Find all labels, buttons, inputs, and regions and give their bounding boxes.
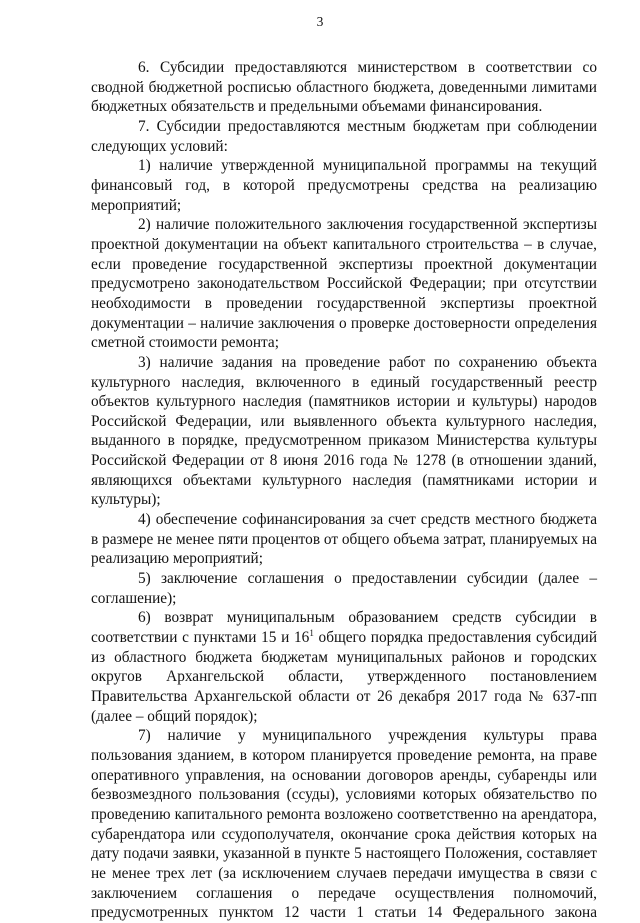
condition-5: 5) заключение соглашения о предоставлении субсидии (далее – соглашение); bbox=[91, 570, 597, 607]
condition-6-text-end: общего порядка предоставления субсидий из областного бюджета бюджетам муниципальных районов и городских округов Архангельской области, утвержденного постановлением Правительства Архангельской области от 26 декабря 2017 года № 637-пп (далее – общий порядок); bbox=[91, 629, 598, 725]
paragraph-6: 6. Субсидии предоставляются министерством в соответствии со сводной бюджетной росписью областного бюджета, доведенными лимитами бюджетных обязательств и предельными объемами финансирования. bbox=[91, 59, 597, 116]
condition-3: 3) наличие задания на проведение работ по сохранению объекта культурного наследия, включенного в единый государственный реестр объектов культурного наследия (памятников истории и культуры) народов Российской Федерации, или выявленного объекта культурного наследия, выданного в порядке, предусмотренном приказом Министерства культуры Российской Федерации от 8 июня 2016 года № 1278 (в отношении зданий, являющихся объектами культурного наследия (памятниками истории и культуры); bbox=[91, 353, 597, 509]
condition-7: 7) наличие у муниципального учреждения культуры права пользования зданием, в котором планируется проведение ремонта, на праве оперативного управления, на основании договоров аренды, субаренды или безвозмездного пользования (ссуды), условиями которых обязательство по проведению капитального ремонта возложено соответственно на арендатора, субарендатора или ссудополучателя, окончание срока действия которых на дату подачи заявки, указанной в пункте 5 настоящего Положения, составляет не менее трех лет (за исключением случаев передачи имущества в связи с заключением соглашения о передаче осуществления полномочий, предусмотренных пунктом 12 части 1 статьи 14 Федерального закона bbox=[91, 727, 597, 922]
condition-2: 2) наличие положительного заключения государственной экспертизы проектной документации на объект капитального строительства – в случае, если проведение государственной экспертизы проектной документации предусмотрено законодательством Российской Федерации; при отсутствии необходимости в проведении государственной экспертизы проектной документации – наличие заключения о проверке достоверности определения сметной стоимости ремонта; bbox=[91, 216, 597, 352]
page-number: 3 bbox=[316, 14, 324, 29]
paragraph-7: 7. Субсидии предоставляются местным бюджетам при соблюдении следующих условий: bbox=[91, 117, 597, 155]
condition-6-superscript: 1 bbox=[309, 628, 314, 639]
condition-4: 4) обеспечение софинансирования за счет средств местного бюджета в размере не менее пяти процентов от общего объема затрат, планируемых на реализацию мероприятий; bbox=[91, 511, 597, 568]
document-body bbox=[91, 58, 597, 923]
condition-6 bbox=[91, 608, 597, 726]
condition-1: 1) наличие утвержденной муниципальной программы на текущий финансовый год, в которой предусмотрены средства на реализацию мероприятий; bbox=[91, 157, 597, 214]
condition-6-text-start: 6) возврат муниципальным образованием средств субсидии в соответствии с пунктами 15 и 16 bbox=[91, 609, 597, 647]
